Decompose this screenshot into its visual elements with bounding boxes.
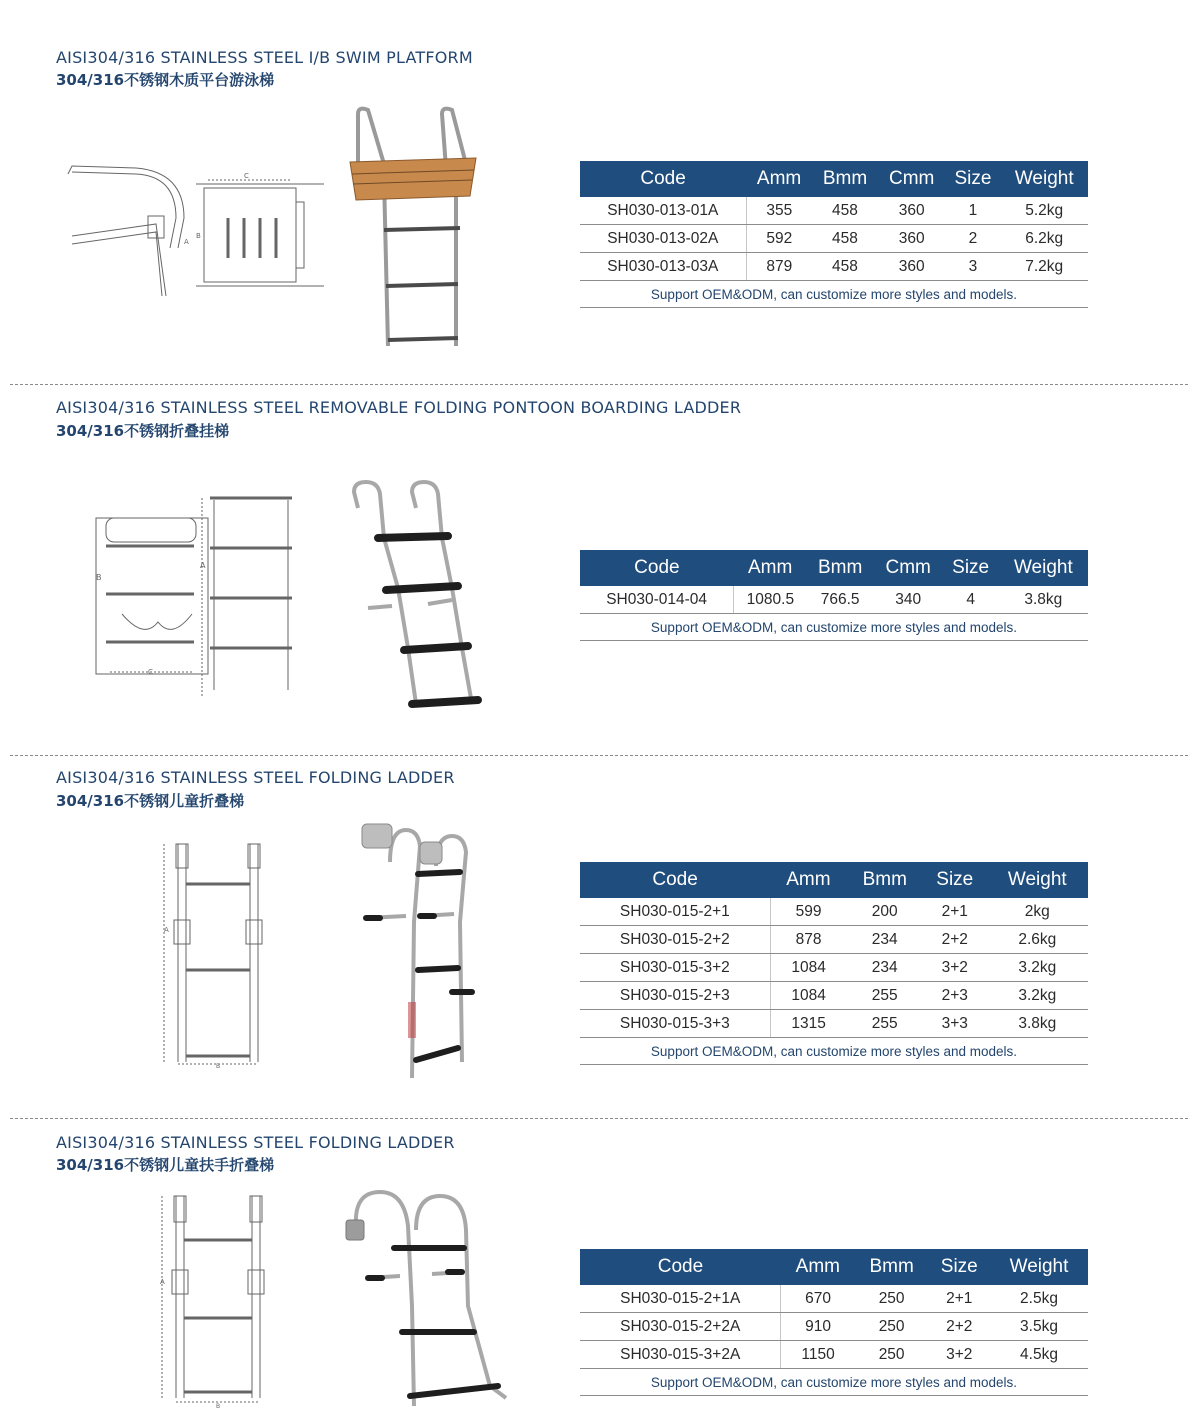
technical-drawing xyxy=(156,1192,274,1412)
section-title-en: AISI304/316 STAINLESS STEEL FOLDING LADDER xyxy=(56,768,455,787)
table-cell: 234 xyxy=(847,926,923,954)
table-row xyxy=(580,954,1088,982)
product-photo xyxy=(344,478,494,718)
product-photo xyxy=(336,104,486,352)
table-cell: 1315 xyxy=(770,1010,846,1038)
table-row xyxy=(580,926,1088,954)
table-cell: 250 xyxy=(855,1341,929,1369)
table-cell: 1150 xyxy=(781,1341,855,1369)
oem-note: Support OEM&ODM, can customize more styles and models. xyxy=(580,281,1088,308)
table-cell: SH030-015-3+2 xyxy=(580,954,770,982)
table-cell: SH030-013-02A xyxy=(580,225,746,253)
table-cell: 2kg xyxy=(987,898,1088,926)
table-cell: SH030-015-2+2A xyxy=(580,1313,781,1341)
oem-note: Support OEM&ODM, can customize more styles and models. xyxy=(580,614,1088,641)
spec-table xyxy=(580,1249,1088,1396)
section-title-en: AISI304/316 STAINLESS STEEL I/B SWIM PLATFORM xyxy=(56,48,473,67)
spec-table xyxy=(580,862,1088,1065)
table-cell: 2+2 xyxy=(929,1313,991,1341)
oem-note: Support OEM&ODM, can customize more styles and models. xyxy=(580,1369,1088,1396)
dim-label: A xyxy=(200,561,206,570)
table-cell: 3 xyxy=(945,253,1000,281)
column-header: Bmm xyxy=(806,550,873,586)
column-header: Weight xyxy=(990,1249,1088,1285)
table-cell: 5.2kg xyxy=(1000,197,1088,225)
table-cell: SH030-015-2+1 xyxy=(580,898,770,926)
column-header: Size xyxy=(929,1249,991,1285)
table-cell: SH030-015-3+3 xyxy=(580,1010,770,1038)
column-header: Code xyxy=(580,1249,781,1285)
table-cell: 879 xyxy=(746,253,812,281)
table-cell: SH030-015-2+1A xyxy=(580,1285,781,1313)
column-header: Bmm xyxy=(847,862,923,898)
product-photo xyxy=(354,822,490,1084)
spec-table xyxy=(580,550,1088,641)
table-cell: 250 xyxy=(855,1313,929,1341)
section-divider xyxy=(10,1118,1188,1119)
table-cell: 878 xyxy=(770,926,846,954)
table-cell: 4 xyxy=(943,586,999,614)
table-cell: 3.8kg xyxy=(987,1010,1088,1038)
technical-drawing xyxy=(66,158,328,298)
table-row xyxy=(580,253,1088,281)
table-cell: 3+3 xyxy=(923,1010,987,1038)
table-cell: 3.2kg xyxy=(987,954,1088,982)
table-note-row xyxy=(580,1369,1088,1396)
table-cell: 7.2kg xyxy=(1000,253,1088,281)
section-title-en: AISI304/316 STAINLESS STEEL FOLDING LADDER xyxy=(56,1133,455,1152)
table-row xyxy=(580,197,1088,225)
column-header: Code xyxy=(580,550,734,586)
table-row xyxy=(580,982,1088,1010)
column-header: Code xyxy=(580,161,746,197)
dim-label: B xyxy=(96,573,102,582)
section-title-cn: 304/316不锈钢儿童扶手折叠梯 xyxy=(56,1156,275,1174)
section-title-cn: 304/316不锈钢木质平台游泳梯 xyxy=(56,71,275,89)
column-header: Size xyxy=(943,550,999,586)
table-cell: 2+2 xyxy=(923,926,987,954)
table-cell: 592 xyxy=(746,225,812,253)
table-cell: 1080.5 xyxy=(734,586,807,614)
section-divider xyxy=(10,755,1188,756)
table-cell: 2+1 xyxy=(929,1285,991,1313)
table-row xyxy=(580,1341,1088,1369)
dim-label: A xyxy=(160,1278,165,1286)
dim-label: A xyxy=(164,926,169,934)
table-cell: 2.5kg xyxy=(990,1285,1088,1313)
column-header: Code xyxy=(580,862,770,898)
table-cell: 360 xyxy=(878,197,946,225)
table-cell: 670 xyxy=(781,1285,855,1313)
table-row xyxy=(580,225,1088,253)
column-header: Cmm xyxy=(874,550,943,586)
dim-label: B xyxy=(196,232,201,240)
table-cell: 1 xyxy=(945,197,1000,225)
table-cell: SH030-013-01A xyxy=(580,197,746,225)
table-cell: 458 xyxy=(812,253,878,281)
section-title-cn: 304/316不锈钢儿童折叠梯 xyxy=(56,792,245,810)
table-row xyxy=(580,586,1088,614)
table-header-row xyxy=(580,550,1088,586)
table-cell: SH030-015-3+2A xyxy=(580,1341,781,1369)
table-cell: 2.6kg xyxy=(987,926,1088,954)
table-cell: 2 xyxy=(945,225,1000,253)
column-header: Amm xyxy=(781,1249,855,1285)
table-note-row xyxy=(580,614,1088,641)
table-cell: 6.2kg xyxy=(1000,225,1088,253)
table-cell: 355 xyxy=(746,197,812,225)
column-header: Amm xyxy=(746,161,812,197)
table-row xyxy=(580,1010,1088,1038)
table-cell: 255 xyxy=(847,1010,923,1038)
table-cell: 360 xyxy=(878,253,946,281)
column-header: Weight xyxy=(1000,161,1088,197)
table-cell: SH030-013-03A xyxy=(580,253,746,281)
table-cell: SH030-015-2+2 xyxy=(580,926,770,954)
table-cell: 3+2 xyxy=(923,954,987,982)
table-cell: 3+2 xyxy=(929,1341,991,1369)
table-cell: 458 xyxy=(812,225,878,253)
technical-drawing xyxy=(160,840,272,1070)
column-header: Bmm xyxy=(812,161,878,197)
table-header-row xyxy=(580,862,1088,898)
table-cell: 3.2kg xyxy=(987,982,1088,1010)
column-header: Size xyxy=(923,862,987,898)
column-header: Weight xyxy=(987,862,1088,898)
table-cell: SH030-014-04 xyxy=(580,586,734,614)
technical-drawing xyxy=(92,490,304,700)
table-header-row xyxy=(580,1249,1088,1285)
table-cell: 255 xyxy=(847,982,923,1010)
oem-note: Support OEM&ODM, can customize more styles and models. xyxy=(580,1038,1088,1065)
table-cell: 1084 xyxy=(770,982,846,1010)
table-cell: 766.5 xyxy=(806,586,873,614)
dim-label: A xyxy=(184,238,189,246)
table-row xyxy=(580,1285,1088,1313)
table-cell: 200 xyxy=(847,898,923,926)
table-cell: 3.8kg xyxy=(999,586,1088,614)
table-note-row xyxy=(580,281,1088,308)
dim-label: C xyxy=(148,668,153,676)
section-title-cn: 304/316不锈钢折叠挂梯 xyxy=(56,422,230,440)
table-cell: 458 xyxy=(812,197,878,225)
table-row xyxy=(580,1313,1088,1341)
table-header-row xyxy=(580,161,1088,197)
section-title-en: AISI304/316 STAINLESS STEEL REMOVABLE FOLDING PONTOON BOARDING LADDER xyxy=(56,398,742,417)
column-header: Bmm xyxy=(855,1249,929,1285)
dim-label: B xyxy=(216,1403,221,1410)
table-cell: 250 xyxy=(855,1285,929,1313)
column-header: Amm xyxy=(734,550,807,586)
dim-label: C xyxy=(244,172,249,180)
product-photo xyxy=(340,1186,514,1412)
table-cell: 234 xyxy=(847,954,923,982)
table-row xyxy=(580,898,1088,926)
table-cell: 910 xyxy=(781,1313,855,1341)
table-cell: 3.5kg xyxy=(990,1313,1088,1341)
table-cell: 340 xyxy=(874,586,943,614)
column-header: Weight xyxy=(999,550,1088,586)
section-divider xyxy=(10,384,1188,385)
column-header: Amm xyxy=(770,862,846,898)
spec-table xyxy=(580,161,1088,308)
table-cell: 2+3 xyxy=(923,982,987,1010)
table-cell: SH030-015-2+3 xyxy=(580,982,770,1010)
table-note-row xyxy=(580,1038,1088,1065)
dim-label: B xyxy=(216,1063,221,1070)
column-header: Cmm xyxy=(878,161,946,197)
table-cell: 599 xyxy=(770,898,846,926)
table-cell: 2+1 xyxy=(923,898,987,926)
table-cell: 4.5kg xyxy=(990,1341,1088,1369)
table-cell: 360 xyxy=(878,225,946,253)
column-header: Size xyxy=(945,161,1000,197)
table-cell: 1084 xyxy=(770,954,846,982)
